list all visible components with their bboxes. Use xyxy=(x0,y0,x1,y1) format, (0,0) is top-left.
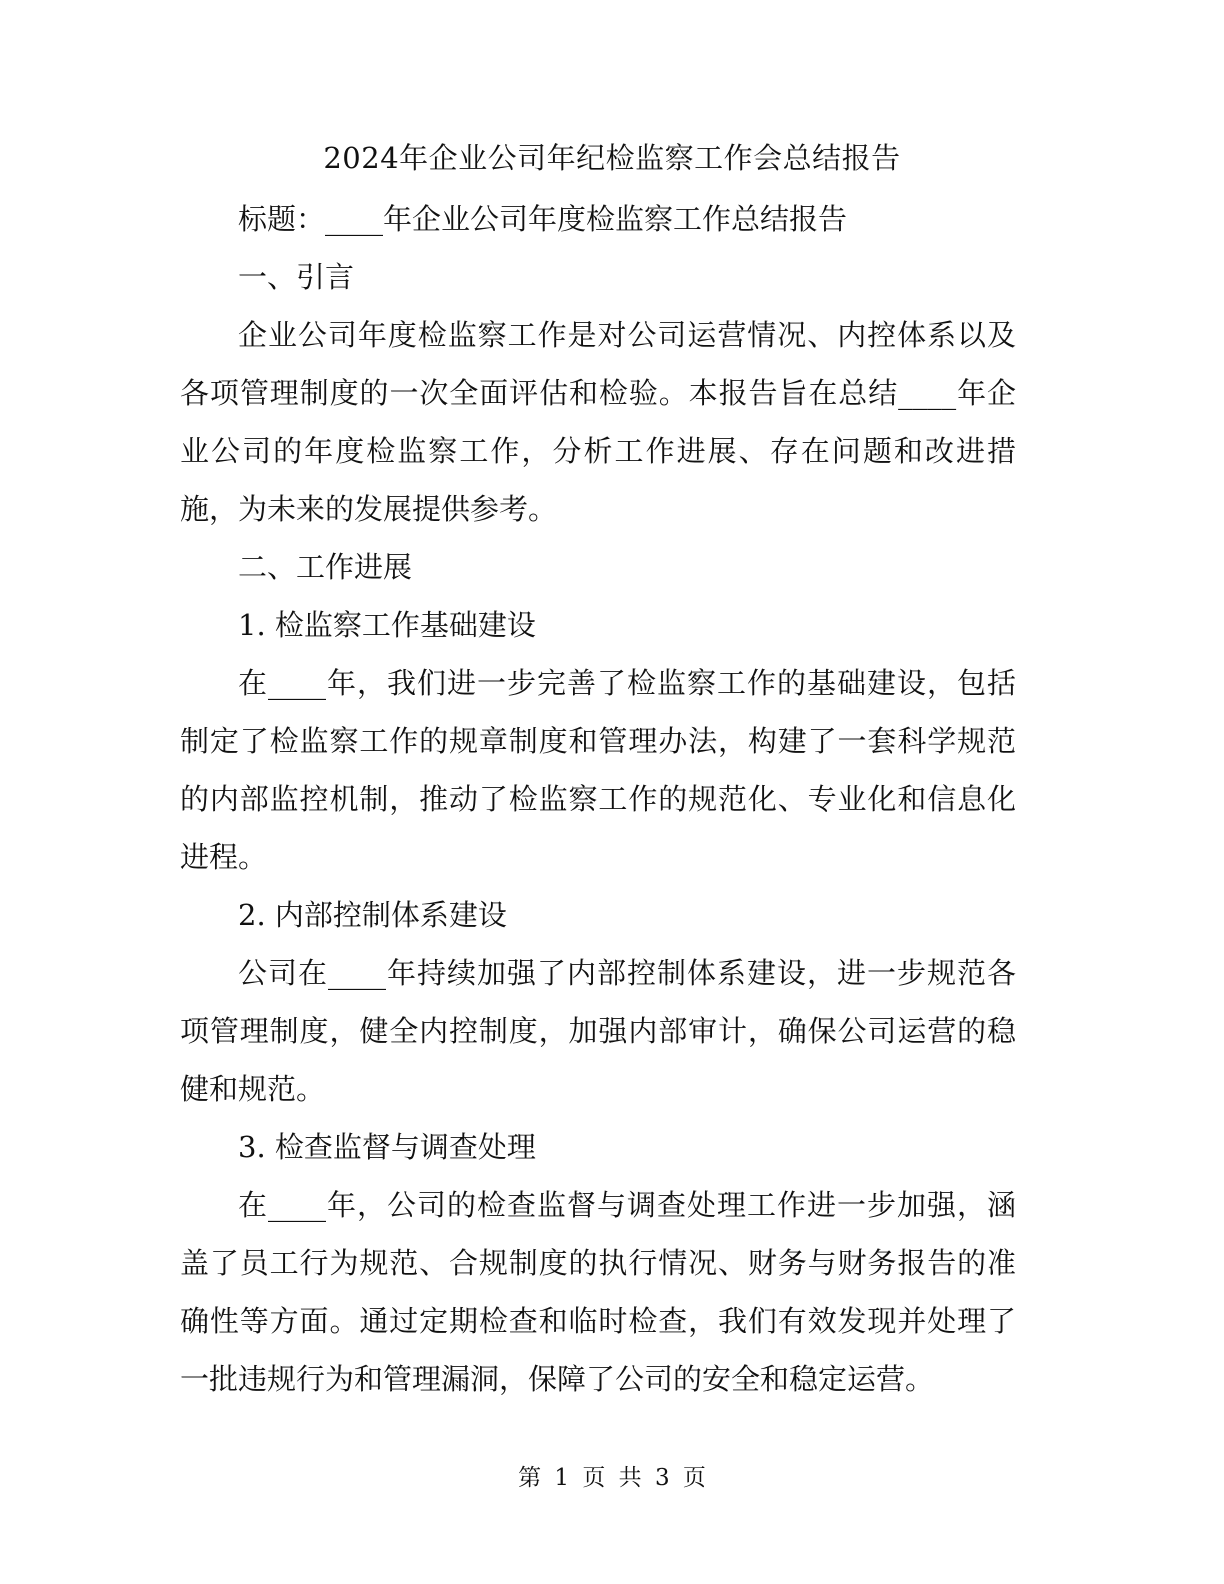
paragraph-inspection: 在____年，公司的检查监督与调查处理工作进一步加强，涵盖了员工行为规范、合规制度的执行情况、财务与财务报告的准确性等方面。通过定期检查和临时检查，我们有效发现并处理了一批违规行为和管理漏洞，保障了公司的安全和稳定运营。 xyxy=(180,1188,1016,1396)
document-title: 2024年企业公司年纪检监察工作会总结报告 xyxy=(323,141,901,175)
page-footer: 第 1 页 共 3 页 xyxy=(518,1465,706,1491)
section-heading-introduction: 一、引言 xyxy=(238,260,355,294)
paragraph-internal-control: 公司在____年持续加强了内部控制体系建设，进一步规范各项管理制度，健全内控制度，加强内部审计，确保公司运营的稳健和规范。 xyxy=(180,956,1016,1106)
subheading-infrastructure: 1. 检监察工作基础建设 xyxy=(238,608,536,642)
report-subtitle: 标题：____年企业公司年度检监察工作总结报告 xyxy=(238,202,848,236)
paragraph-infrastructure: 在____年，我们进一步完善了检监察工作的基础建设，包括制定了检监察工作的规章制度和管理办法，构建了一套科学规范的内部监控机制，推动了检监察工作的规范化、专业化和信息化进程。 xyxy=(180,666,1016,874)
document-body xyxy=(180,190,1016,1408)
section-heading-progress: 二、工作进展 xyxy=(238,550,413,584)
paragraph-introduction: 企业公司年度检监察工作是对公司运营情况、内控体系以及各项管理制度的一次全面评估和检验。本报告旨在总结____年企业公司的年度检监察工作，分析工作进展、存在问题和改进措施，为未来的发展提供参考。 xyxy=(180,318,1016,526)
subheading-internal-control: 2. 内部控制体系建设 xyxy=(238,898,507,932)
subheading-inspection: 3. 检查监督与调查处理 xyxy=(238,1130,536,1164)
